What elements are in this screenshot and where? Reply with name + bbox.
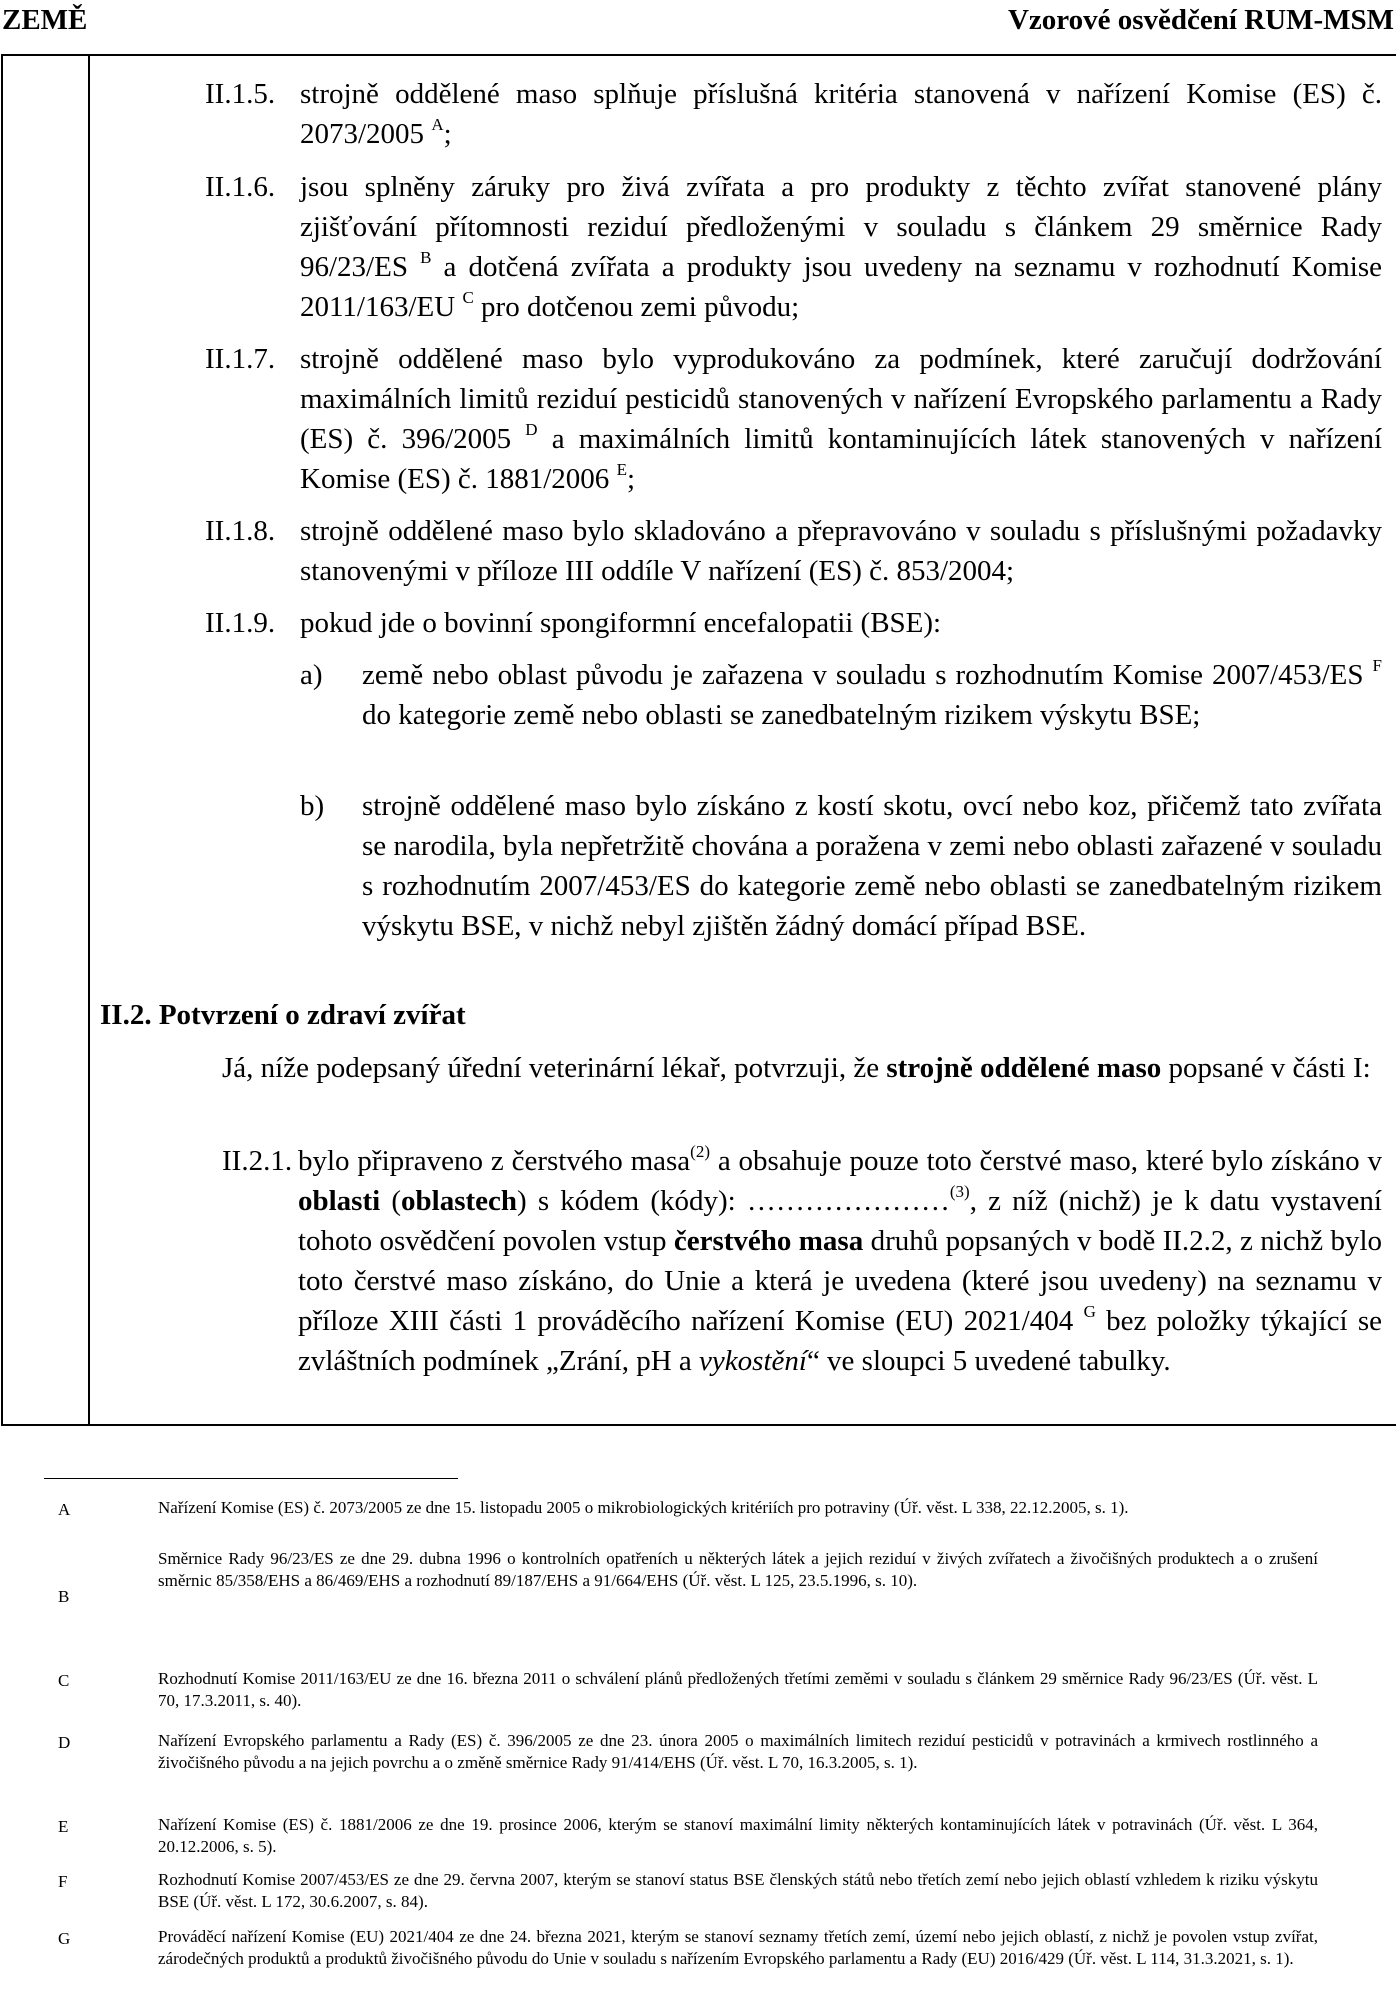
item-text: strojně oddělené maso splňuje příslušná kritéria stanovená v nařízení Komise (ES) č. 2073/2005 $^A$; <box>300 78 1382 150</box>
footnote-letter: E <box>58 1817 69 1836</box>
item-number: II.2.1. <box>222 1145 293 1177</box>
section-intro: Já, níže podepsaný úřední veterinární lékař, potvrzuji, že strojně oddělené maso popsané v části I: <box>222 1052 1371 1084</box>
item-text: bylo připraveno z čerstvého masa$^{(2)}$ a obsahuje pouze toto čerstvé maso, které bylo získáno v oblasti (oblastech) s kódem (kódy): …………………$^{(3)}$, z níž (nichž) je k datu vystavení tohoto osvědčení povolen vstup čerstvého masa druhů popsaných v bodě II.2.2, z nichž bylo toto čerstvé maso získáno, do Unie a která je uvedena (které jsou uvedeny) na seznamu v příloze XIII části 1 prováděcího nařízení Komise (EU) 2021/404 $^G$ bez položky týkající se zvláštních podmínek „Zrání, pH a vykostění“ ve sloupci 5 uvedené tabulky. <box>298 1142 1382 1377</box>
footnote-text: Nařízení Komise (ES) č. 2073/2005 ze dne 15. listopadu 2005 o mikrobiologických kritériích pro potraviny (Úř. věst. L 338, 22.12.2005, s. 1). <box>158 1498 1129 1517</box>
subitem-text: země nebo oblast původu je zařazena v souladu s rozhodnutím Komise 2007/453/ES $^F$ do kategorie země nebo oblasti se zanedbatelným rizikem výskytu BSE; <box>362 656 1382 731</box>
footnote-letter: F <box>58 1872 68 1891</box>
footnote-text: Nařízení Evropského parlamentu a Rady (ES) č. 396/2005 ze dne 23. února 2005 o maximálních limitech reziduí pesticidů v potravinách a krmivech rostlinného a živočišného původu a na jejich povrchu a o změně směrnice Rady 91/414/EHS (Úř. věst. L 70, 16.3.2005, s. 1). <box>158 1731 1318 1772</box>
footnote-letter: A <box>58 1500 71 1519</box>
footnote-text: Rozhodnutí Komise 2011/163/EU ze dne 16. března 2011 o schválení plánů předložených třetími zeměmi v souladu s článkem 29 směrnice Rady 96/23/ES (Úř. věst. L 70, 17.3.2011, s. 40). <box>158 1669 1318 1710</box>
item-text: strojně oddělené maso bylo vyprodukováno za podmínek, které zaručují dodržování maximálních limitů reziduí pesticidů stanovených v nařízení Evropského parlamentu a Rady (ES) č. 396/2005 $^D$ a maximálních limitů kontaminujících látek stanovených v nařízení Komise (ES) č. 1881/2006 $^E$; <box>300 343 1382 495</box>
header-country: ZEMĚ <box>2 4 88 36</box>
item-number: II.1.7. <box>205 343 276 375</box>
header-certificate-title: Vzorové osvědčení RUM-MSM <box>1007 4 1394 36</box>
subitem-label: b) <box>300 790 325 822</box>
item-number: II.1.6. <box>205 171 276 203</box>
footnote-letter: D <box>58 1733 71 1752</box>
item-number: II.1.8. <box>205 515 276 547</box>
footnote-letter: C <box>58 1671 70 1690</box>
footnote-letter: B <box>58 1587 70 1606</box>
footnote-text: Nařízení Komise (ES) č. 1881/2006 ze dne 19. prosince 2006, kterým se stanoví maximální limity některých kontaminujících látek v potravinách (Úř. věst. L 364, 20.12.2006, s. 5). <box>158 1815 1318 1856</box>
item-number: II.1.9. <box>205 607 276 639</box>
section-title: II.2. Potvrzení o zdraví zvířat <box>100 999 466 1031</box>
footnote-separator <box>44 1478 458 1479</box>
subitem-text: strojně oddělené maso bylo získáno z kostí skotu, ovcí nebo koz, přičemž tato zvířata se narodila, byla nepřetržitě chována a poražena v zemi nebo oblasti zařazené v souladu s rozhodnutím 2007/453/ES do kategorie země nebo oblasti se zanedbatelným rizikem výskytu BSE, v nichž nebyl zjištěn žádný domácí případ BSE. <box>362 790 1382 942</box>
item-text: pokud jde o bovinní spongiformní encefalopatii (BSE): <box>300 607 942 639</box>
footnote-text: Rozhodnutí Komise 2007/453/ES ze dne 29. června 2007, kterým se stanoví status BSE členských států nebo třetích zemí nebo jejich oblastí vzhledem k riziku výskytu BSE (Úř. věst. L 172, 30.6.2007, s. 84). <box>158 1870 1318 1911</box>
footnote-text: Směrnice Rady 96/23/ES ze dne 29. dubna 1996 o kontrolních opatřeních u některých látek a jejich reziduí v živých zvířatech a živočišných produktech a o zrušení směrnic 85/358/EHS a 86/469/EHS a rozhodnutí 89/187/EHS a 91/664/EHS (Úř. věst. L 125, 23.5.1996, s. 10). <box>158 1549 1318 1590</box>
subitem-label: a) <box>300 659 323 691</box>
footnote-letter: G <box>58 1929 71 1948</box>
left-column-divider <box>88 56 90 1424</box>
footnote-text: Prováděcí nařízení Komise (EU) 2021/404 ze dne 24. března 2021, kterým se stanoví seznamy třetích zemí, území nebo jejich oblastí, z nichž je povolen vstup zvířat, zárodečných produktů a produktů živočišného původu do Unie v souladu s nařízením Evropského parlamentu a Rady (EU) 2016/429 (Úř. věst. L 114, 31.3.2021, s. 1). <box>158 1927 1318 1968</box>
item-text: strojně oddělené maso bylo skladováno a přepravováno v souladu s příslušnými požadavky stanovenými v příloze III oddíle V nařízení (ES) č. 853/2004; <box>300 515 1382 587</box>
item-number: II.1.5. <box>205 78 276 110</box>
page-header <box>0 4 1398 40</box>
item-text: jsou splněny záruky pro živá zvířata a pro produkty z těchto zvířat stanovené plány zjišťování přítomnosti reziduí předloženými v souladu s článkem 29 směrnice Rady 96/23/ES $^B$ a dotčená zvířata a produkty jsou uvedeny na seznamu v rozhodnutí Komise 2011/163/EU $^C$ pro dotčenou zemi původu; <box>300 171 1382 323</box>
